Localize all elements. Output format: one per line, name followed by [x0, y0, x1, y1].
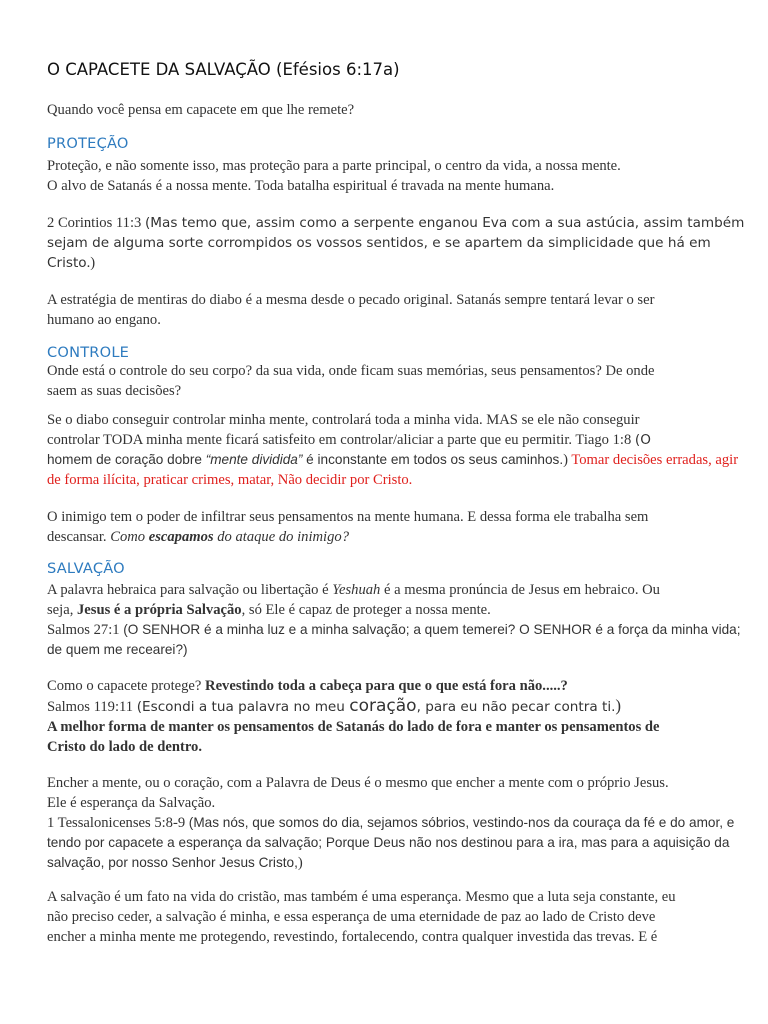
- bold-text: Jesus é a própria Salvação: [77, 602, 242, 618]
- text-line: , só Ele é capaz de proteger a nossa mente.: [241, 602, 491, 618]
- verse-text: de quem me recearei?): [47, 642, 188, 657]
- text-line: A palavra hebraica para salvação ou libertação é: [47, 582, 333, 598]
- paragraph-estrategia: [47, 290, 731, 330]
- verse-text: salvação, por nosso Senhor Jesus Cristo,: [47, 855, 298, 870]
- verse-reference: 2 Corintios 11:3: [47, 215, 145, 231]
- highlight-red-text: Tomar decisões erradas, agir: [567, 452, 739, 468]
- verse-text: Cristo: [47, 255, 87, 271]
- text-line: não preciso ceder, a salvação é minha, e essa esperança de uma eternidade de paz ao lado de Cristo deve: [47, 909, 656, 925]
- paragraph-inimigo: [47, 507, 731, 547]
- verse-text: é inconstante em todos os seus caminhos.: [302, 452, 564, 467]
- paragraph-protecao: [47, 156, 731, 196]
- paragraph-esperanca: [47, 887, 731, 947]
- text-line: Proteção, e não somente isso, mas proteção para a parte principal, o centro da vida, a nossa mente.: [47, 158, 621, 174]
- verse-reference: 1 Tessalonicenses 5:8-9: [47, 815, 189, 831]
- section-heading-protecao: PROTEÇÃO: [47, 135, 129, 152]
- verse-emphasis: coração: [349, 696, 417, 716]
- italic-text: Yeshuah: [332, 582, 381, 598]
- verse-text: (Mas temo que, assim como a serpente enganou Eva com a sua astúcia, assim também: [144, 215, 745, 231]
- text-line: O inimigo tem o poder de infiltrar seus pensamentos na mente humana. E dessa forma ele trabalha sem: [47, 509, 649, 525]
- text-line: Como o capacete protege?: [47, 678, 206, 694]
- text-line: Se o diabo conseguir controlar minha mente, controlará toda a minha vida. MAS se ele não conseguir: [47, 412, 640, 428]
- verse-text: tendo por capacete a esperança da salvação; Porque Deus não nos destinou para a ira, mas para a aquisição da: [47, 835, 730, 850]
- verse-text: sejam de alguma sorte corrompidos os vossos sentidos, e se apartem da simplicidade que há em: [47, 235, 711, 251]
- text-line: A estratégia de mentiras do diabo é a mesma desde o pecado original. Satanás sempre tentará levar o ser: [47, 292, 655, 308]
- text-line: seja,: [47, 602, 77, 618]
- verse-italic: “mente dividida”: [205, 452, 303, 467]
- verse-close: ): [297, 855, 303, 871]
- verse-close: ): [615, 696, 622, 715]
- text-line: descansar.: [47, 529, 111, 545]
- paragraph-encher: [47, 773, 735, 873]
- verse-reference: Salmos 27:1: [47, 622, 124, 638]
- highlight-red-text: de forma ilícita, praticar crimes, matar, Não decidir por Cristo.: [47, 472, 413, 488]
- text-line: Onde está o controle do seu corpo? da sua vida, onde ficam suas memórias, seus pensamentos? De onde: [47, 363, 655, 379]
- verse-close: .): [86, 255, 96, 271]
- paragraph-salvacao: [47, 580, 741, 660]
- paragraph-tiago: [47, 410, 739, 490]
- italic-text: do ataque do inimigo?: [213, 529, 349, 545]
- paragraph-corintios: [47, 213, 745, 273]
- bold-text: Revestindo toda a cabeça para que o que está fora não.....?: [205, 678, 568, 694]
- text-line: é a mesma pronúncia de Jesus em hebraico. Ou: [380, 582, 660, 598]
- italic-text: Como: [110, 529, 149, 545]
- paragraph-controle: [47, 361, 731, 401]
- verse-text: , para eu não pecar contra ti.: [416, 699, 616, 715]
- text-line: saem as suas decisões?: [47, 383, 182, 399]
- text-line: controlar TODA minha mente ficará satisfeito em controlar/aliciar a parte que eu permitir. Tiago 1:8: [47, 432, 635, 448]
- section-heading-salvacao: SALVAÇÃO: [47, 560, 125, 577]
- verse-text: homem de coração dobre: [47, 452, 206, 467]
- bold-text: A melhor forma de manter os pensamentos de Satanás do lado de fora e manter os pensamentos de: [47, 719, 660, 735]
- verse-text: (Mas nós, que somos do dia, sejamos sóbrios, vestindo-nos da couraça da fé e do amor, e: [188, 815, 735, 830]
- intro-question: Quando você pensa em capacete em que lhe remete?: [47, 102, 355, 118]
- bold-italic-text: escapamos: [148, 529, 214, 545]
- text-line: A salvação é um fato na vida do cristão, mas também é uma esperança. Mesmo que a luta seja constante, eu: [47, 889, 676, 905]
- document-title: O CAPACETE DA SALVAÇÃO (Efésios 6:17a): [47, 60, 400, 79]
- section-heading-controle: CONTROLE: [47, 344, 130, 361]
- bold-text: Cristo do lado de dentro.: [47, 739, 203, 755]
- verse-text: (Escondi a tua palavra no meu: [136, 699, 350, 715]
- verse-close: ): [563, 452, 568, 468]
- text-line: Ele é esperança da Salvação.: [47, 795, 216, 811]
- text-line: humano ao engano.: [47, 312, 161, 328]
- verse-reference: Salmos 119:11: [47, 699, 137, 715]
- text-line: O alvo de Satanás é a nossa mente. Toda batalha espiritual é travada na mente humana.: [47, 178, 555, 194]
- text-line: encher a minha mente me protegendo, revestindo, fortalecendo, contra qualquer investida das trevas. E é: [47, 929, 658, 945]
- text-line: Encher a mente, ou o coração, com a Palavra de Deus é o mesmo que encher a mente com o próprio Jesus.: [47, 775, 669, 791]
- paragraph-capacete: [47, 676, 731, 757]
- verse-text: (O SENHOR é a minha luz e a minha salvação; a quem temerei? O SENHOR é a força da minha vida;: [123, 622, 741, 637]
- verse-open: (O: [634, 432, 651, 448]
